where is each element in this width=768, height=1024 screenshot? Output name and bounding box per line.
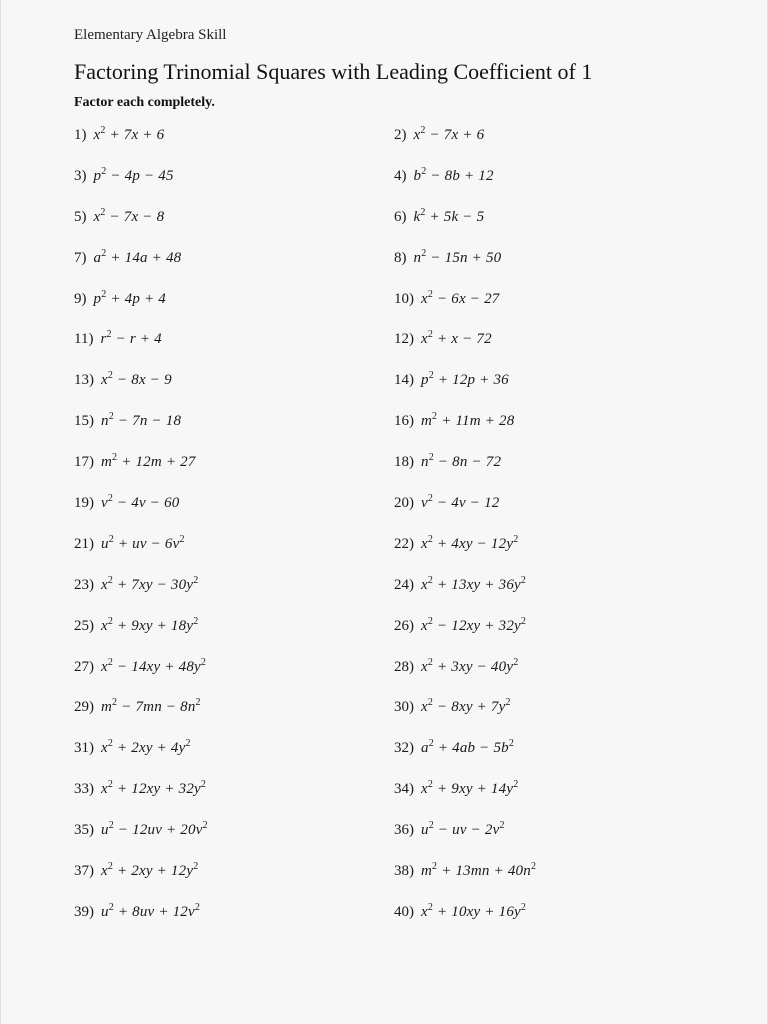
- problem-number: 16): [394, 413, 414, 430]
- problem-number: 11): [74, 331, 94, 348]
- problem-number: 26): [394, 617, 414, 634]
- problem-expression: $m^2 - 7mn - 8n^2$: [101, 697, 201, 716]
- problem-expression: $x^2 + 2xy + 12y^2$: [101, 861, 199, 880]
- problem-row: [74, 657, 714, 698]
- problem-number: 22): [394, 535, 414, 552]
- problem-expression: $v^2 - 4v - 60$: [101, 493, 180, 512]
- problem-item: [394, 534, 518, 554]
- problem-item: [74, 616, 198, 636]
- problem-item: [394, 329, 492, 349]
- problem-item: [74, 248, 181, 268]
- problem-expression: $x^2 + 4xy - 12y^2$: [421, 533, 519, 552]
- problem-number: 15): [74, 413, 94, 430]
- problem-number: 17): [74, 454, 94, 471]
- problem-row: [74, 493, 714, 534]
- problem-row: [74, 820, 714, 861]
- problem-item: [74, 738, 191, 758]
- problem-item: [394, 575, 526, 595]
- problem-item: [74, 657, 206, 677]
- problem-row: [74, 575, 714, 616]
- problem-expression: $r^2 - r + 4$: [100, 329, 162, 348]
- problem-number: 28): [394, 658, 414, 675]
- problem-item: [394, 861, 536, 881]
- problem-expression: $b^2 - 8b + 12$: [413, 165, 494, 184]
- problem-item: [74, 125, 164, 145]
- problem-expression: $p^2 + 4p + 4$: [93, 288, 166, 307]
- problem-expression: $x^2 + 7xy - 30y^2$: [101, 574, 199, 593]
- problem-expression: $x^2 + x - 72$: [421, 329, 492, 348]
- problem-item: [394, 820, 505, 840]
- problem-expression: $u^2 - 12uv + 20v^2$: [101, 820, 208, 839]
- problem-number: 35): [74, 822, 94, 839]
- problem-expression: $a^2 + 4ab - 5b^2$: [421, 738, 515, 757]
- problem-expression: $u^2$ − uv − $2v^2$: [421, 820, 505, 839]
- problem-expression: $n^2 - 15n + 50$: [413, 247, 502, 266]
- problem-expression: $k^2 + 5k - 5$: [413, 206, 485, 225]
- problem-number: 38): [394, 863, 414, 880]
- problem-number: 31): [74, 740, 94, 757]
- problem-row: [74, 616, 714, 657]
- problem-item: [74, 902, 200, 922]
- problem-item: [394, 657, 518, 677]
- problem-row: [74, 207, 714, 248]
- problem-item: [74, 861, 198, 881]
- worksheet-subject: Elementary Algebra Skill: [74, 27, 227, 43]
- problem-expression: $n^2 - 8n - 72$: [421, 452, 502, 471]
- problem-expression: $x^2 - 7x - 8$: [93, 206, 165, 225]
- problem-number: 27): [74, 658, 94, 675]
- problem-expression: $p^2 + 12p + 36$: [421, 370, 509, 389]
- problem-row: [74, 125, 714, 166]
- problem-expression: $u^2 + 8uv + 12v^2$: [101, 901, 201, 920]
- problem-number: 3): [74, 167, 87, 184]
- problem-expression: $x^2 + 10xy + 16y^2$: [421, 901, 527, 920]
- problem-item: [74, 329, 162, 349]
- problem-row: [74, 289, 714, 330]
- problem-expression: $v^2 - 4v - 12$: [421, 493, 500, 512]
- problem-item: [74, 370, 172, 390]
- problem-number: 30): [394, 699, 414, 716]
- problem-expression: $x^2 - 6x - 27$: [421, 288, 500, 307]
- problem-item: [394, 493, 499, 513]
- problem-expression: $x^2 + 9xy + 18y^2$: [101, 615, 199, 634]
- problem-number: 20): [394, 495, 414, 512]
- problem-item: [74, 534, 185, 554]
- instructions: Factor each completely.: [74, 95, 215, 110]
- problem-number: 10): [394, 290, 414, 307]
- problem-number: 36): [394, 822, 414, 839]
- problem-row: [74, 861, 714, 902]
- problem-number: 34): [394, 781, 414, 798]
- problem-item: [74, 411, 181, 431]
- problem-number: 21): [74, 535, 94, 552]
- problem-row: [74, 738, 714, 779]
- problem-number: 14): [394, 372, 414, 389]
- problem-number: 9): [74, 290, 87, 307]
- problem-expression: $x^2 + 9xy + 14y^2$: [421, 779, 519, 798]
- problem-expression: $x^2 + 13xy + 36y^2$: [421, 574, 527, 593]
- problem-expression: $x^2 - 8x - 9$: [101, 370, 172, 389]
- problem-list: [74, 125, 714, 943]
- problem-expression: $x^2 + 3xy - 40y^2$: [421, 656, 519, 675]
- problem-expression: $m^2 + 12m + 27$: [101, 452, 196, 471]
- problem-item: [74, 207, 164, 227]
- problem-number: 8): [394, 249, 407, 266]
- problem-number: 12): [394, 331, 414, 348]
- problem-number: 40): [394, 903, 414, 920]
- problem-number: 29): [74, 699, 94, 716]
- problem-item: [394, 207, 484, 227]
- problem-expression: $p^2 - 4p - 45$: [93, 165, 174, 184]
- problem-number: 1): [74, 127, 87, 143]
- problem-row: [74, 248, 714, 289]
- problem-expression: $x^2 + 12xy + 32y^2$: [101, 779, 207, 798]
- problem-number: 7): [74, 249, 87, 266]
- problem-expression: $m^2 + 13mn + 40n^2$: [421, 861, 537, 880]
- problem-expression: $n^2 - 7n - 18$: [101, 411, 182, 430]
- problem-item: [74, 493, 179, 513]
- problem-row: [74, 411, 714, 452]
- problem-item: [394, 289, 499, 309]
- page-title: Factoring Trinomial Squares with Leading Coefficient of 1: [74, 59, 593, 84]
- problem-item: [74, 779, 206, 799]
- problem-number: 19): [74, 495, 94, 512]
- problem-item: [394, 166, 494, 186]
- problem-number: 18): [394, 454, 414, 471]
- problem-expression: $x^2 - 12xy + 32y^2$: [421, 615, 527, 634]
- problem-row: [74, 534, 714, 575]
- problem-number: 23): [74, 576, 94, 593]
- problem-number: 37): [74, 863, 94, 880]
- problem-number: 13): [74, 372, 94, 389]
- problem-number: 32): [394, 740, 414, 757]
- problem-item: [394, 411, 514, 431]
- problem-expression: $x^2 + 7x + 6$: [93, 125, 165, 143]
- problem-expression: $x^2 + 2xy + 4y^2$: [101, 738, 191, 757]
- problem-item: [74, 697, 201, 717]
- problem-item: [394, 902, 526, 922]
- problem-item: [74, 452, 196, 472]
- problem-expression: $u^2$ + uv − $6v^2$: [101, 533, 185, 552]
- problem-number: 33): [74, 781, 94, 798]
- problem-row: [74, 779, 714, 820]
- problem-number: 24): [394, 576, 414, 593]
- problem-row: [74, 329, 714, 370]
- problem-number: 25): [74, 617, 94, 634]
- problem-item: [74, 166, 174, 186]
- problem-item: [74, 289, 166, 309]
- problem-row: [74, 166, 714, 207]
- problem-row: [74, 370, 714, 411]
- problem-expression: $x^2 - 14xy + 48y^2$: [101, 656, 207, 675]
- problem-row: [74, 902, 714, 943]
- problem-expression: $x^2 - 7x + 6$: [413, 125, 485, 143]
- problem-item: [394, 370, 509, 390]
- problem-number: 4): [394, 167, 407, 184]
- problem-number: 5): [74, 208, 87, 225]
- problem-item: [74, 820, 208, 840]
- problem-row: [74, 452, 714, 493]
- problem-item: [394, 697, 511, 717]
- problem-row: [74, 697, 714, 738]
- problem-item: [394, 452, 501, 472]
- problem-item: [394, 738, 514, 758]
- problem-expression: $a^2 + 14a + 48$: [93, 247, 182, 266]
- problem-expression: $x^2 - 8xy + 7y^2$: [421, 697, 511, 716]
- problem-number: 39): [74, 903, 94, 920]
- problem-expression: $m^2 + 11m + 28$: [421, 411, 515, 430]
- problem-item: [394, 248, 501, 268]
- problem-number: 2): [394, 127, 407, 143]
- problem-number: 6): [394, 208, 407, 225]
- problem-item: [394, 125, 484, 145]
- problem-item: [394, 779, 518, 799]
- problem-item: [74, 575, 198, 595]
- problem-item: [394, 616, 526, 636]
